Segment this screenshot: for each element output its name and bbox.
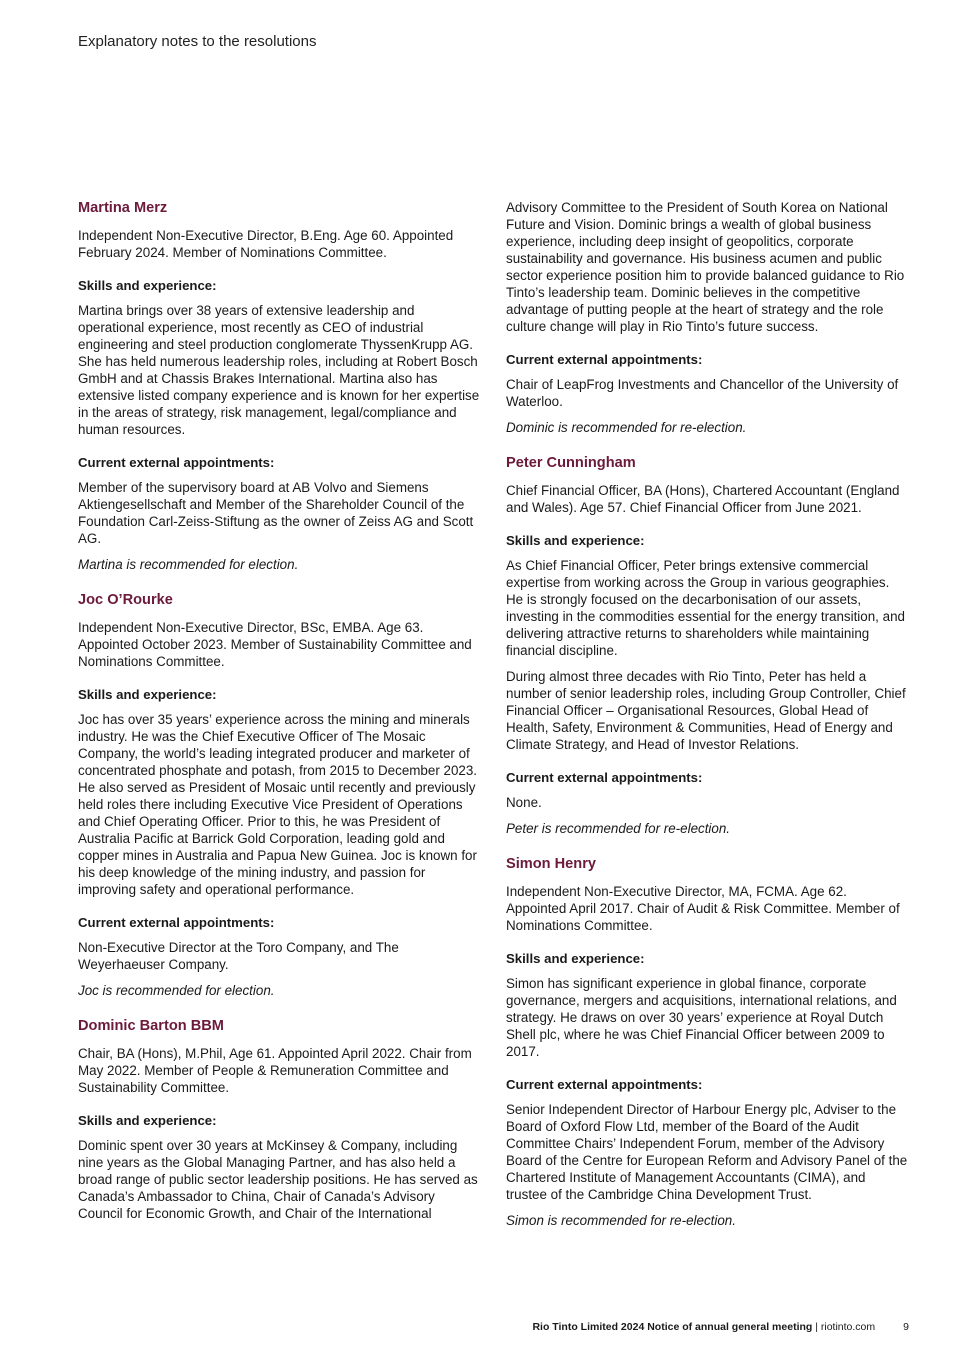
left-column (78, 199, 480, 1240)
appointments-text: None. (506, 795, 542, 810)
profile-joc-orourke (78, 591, 480, 999)
skills-text: Joc has over 35 years’ experience across the mining and minerals industry. He was the Chief Executive Officer of The Mosaic Company, the world’s leading integrated producer and marketer of concentrated phosphate and potash, from 2015 to December 2023. He also served as President of Mosaic until recently and previously held roles there including Executive Vice President of Operations and Chief Operating Officer. Prior to this, he was President of Australia Pacific at Barrick Gold Corporation, leading gold and copper mines in Australia and Papua New Guinea. Joc is known for his deep knowledge of the mining industry, and passion for improving safety and operational performance. (78, 712, 478, 897)
profile-peter-cunningham (506, 454, 908, 837)
recommendation: Dominic is recommended for re-election. (506, 420, 747, 435)
appointments-text: Non-Executive Director at the Toro Company, and The Weyerhaeuser Company. (78, 940, 399, 972)
person-intro: Independent Non-Executive Director, BSc, EMBA. Age 63. Appointed October 2023. Member of Sustainability Committee and Nominations Committee. (78, 620, 472, 669)
skills-heading: Skills and experience: (78, 1113, 217, 1128)
person-name: Peter Cunningham (506, 455, 636, 471)
appointments-heading: Current external appointments: (506, 770, 703, 785)
skills-text: Martina brings over 38 years of extensive leadership and operational experience, most recently as CEO of industrial engineering and steel production conglomerate ThyssenKrupp AG. She has held numerous leadership roles, including at Robert Bosch GmbH and at Chassis Brakes International. Martina also has extensive listed company experience and is known for her expertise in the areas of strategy, risk management, legal/compliance and human resources. (78, 303, 480, 437)
footer-separator: | (812, 1321, 821, 1333)
recommendation: Martina is recommended for election. (78, 557, 299, 572)
appointments-heading: Current external appointments: (506, 1077, 703, 1092)
appointments-heading: Current external appointments: (506, 352, 703, 367)
person-name: Simon Henry (506, 856, 597, 872)
profile-dominic-barton-continued (506, 199, 908, 436)
recommendation: Peter is recommended for re-election. (506, 821, 731, 836)
appointments-heading: Current external appointments: (78, 915, 275, 930)
recommendation: Joc is recommended for election. (78, 983, 275, 998)
skills-heading: Skills and experience: (78, 278, 217, 293)
skills-text: As Chief Financial Officer, Peter brings extensive commercial expertise from working across the Group in various geographies. He is strongly focused on the decarbonisation of our assets, investing in the commodities essential for the energy transition, and delivering attractive returns to shareholders while maintaining financial discipline. (506, 558, 905, 658)
appointments-heading: Current external appointments: (78, 455, 275, 470)
appointments-text: Member of the supervisory board at AB Volvo and Siemens Aktiengesellschaft and Member of the Shareholder Council of the Foundation Carl-Zeiss-Stiftung as the owner of Zeiss AG and Scott AG. (78, 480, 474, 546)
footer-document-title: Rio Tinto Limited 2024 Notice of annual general meeting (532, 1321, 813, 1333)
page-number: 9 (903, 1321, 909, 1333)
profile-martina-merz (78, 199, 480, 573)
skills-text: Simon has significant experience in global finance, corporate governance, mergers and acquisitions, international relations, and strategy. He draws on over 30 years’ experience at Royal Dutch Shell plc, where he was Chief Financial Officer between 2009 to 2017. (506, 976, 897, 1059)
skills-heading: Skills and experience: (78, 687, 217, 702)
page-footer (532, 1321, 909, 1333)
profile-simon-henry (506, 855, 908, 1229)
skills-heading: Skills and experience: (506, 951, 645, 966)
person-intro: Independent Non-Executive Director, B.Eng. Age 60. Appointed February 2024. Member of Nominations Committee. (78, 228, 454, 260)
page-header-title: Explanatory notes to the resolutions (78, 33, 317, 50)
person-intro: Independent Non-Executive Director, MA, FCMA. Age 62. Appointed April 2017. Chair of Audit & Risk Committee. Member of Nominations Committee. (506, 884, 900, 933)
person-intro: Chief Financial Officer, BA (Hons), Chartered Accountant (England and Wales). Age 57. Chief Financial Officer from June 2021. (506, 483, 900, 515)
skills-text: During almost three decades with Rio Tinto, Peter has held a number of senior leadership roles, including Group Controller, Chief Financial Officer – Organisational Resources, Global Head of Health, Safety, Environment & Communities, Head of Energy and Climate Strategy, and Head of Investor Relations. (506, 669, 906, 752)
skills-text-part2: Advisory Committee to the President of South Korea on National Future and Vision. Dominic brings a wealth of global business experience, including deep insight of geopolitics, corporate sustainability and governance. His business acumen and public sector experience position him to provide balanced guidance to Rio Tinto’s leadership team. Dominic believes in the competitive advantage of putting people at the heart of strategy and the role culture change will play in Rio Tinto’s future success. (506, 200, 905, 334)
appointments-text: Chair of LeapFrog Investments and Chancellor of the University of Waterloo. (506, 377, 899, 409)
person-intro: Chair, BA (Hons), M.Phil, Age 61. Appointed April 2022. Chair from May 2022. Member of People & Remuneration Committee and Sustainability Committee. (78, 1046, 472, 1095)
footer-website-link[interactable]: riotinto.com (820, 1321, 876, 1333)
person-name: Joc O’Rourke (78, 592, 173, 608)
skills-text-part1: Dominic spent over 30 years at McKinsey & Company, including nine years as the Global Managing Partner, and has also held a broad range of public sector leadership positions. He has served as Canada’s Ambassador to China, Chair of Canada’s Advisory Council for Economic Growth, and Chair of the International (78, 1138, 478, 1221)
person-name: Dominic Barton BBM (78, 1018, 224, 1034)
person-name: Martina Merz (78, 200, 168, 216)
right-column (506, 199, 908, 1247)
appointments-text: Senior Independent Director of Harbour Energy plc, Adviser to the Board of Oxford Flow Ltd, member of the Board of the Audit Committee Chairs’ Independent Forum, member of the Advisory Board of the Centre for European Reform and Advisory Panel of the Chartered Institute of Management Accountants (CIMA), and trustee of the Cambridge China Development Trust. (506, 1102, 908, 1202)
recommendation: Simon is recommended for re-election. (506, 1213, 736, 1228)
skills-heading: Skills and experience: (506, 533, 645, 548)
profile-dominic-barton (78, 1017, 480, 1222)
